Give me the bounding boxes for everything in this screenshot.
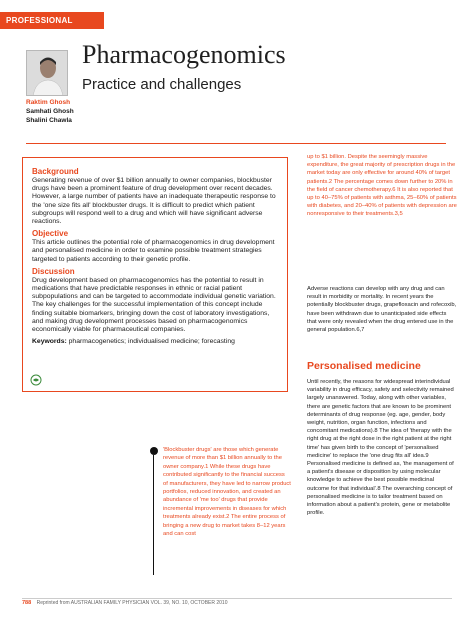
keywords-line: [32, 338, 278, 345]
author-name: Samhati Ghosh: [26, 108, 74, 115]
objective-text: This article outlines the potential role of pharmacogenomics in drug development and personalised medicine in order to examine possible treatment strategies targeted to patients according to their genetic profile.: [32, 239, 275, 263]
author-photo: [26, 50, 68, 96]
journal-logo-icon: [30, 373, 42, 385]
article-subtitle: Practice and challenges: [82, 76, 242, 93]
discussion-heading: Discussion: [32, 266, 75, 276]
personalised-medicine-heading: Personalised medicine: [307, 360, 421, 372]
footer-divider: [22, 598, 452, 599]
pull-quote-rule: [153, 455, 154, 575]
objective-heading: Objective: [32, 229, 69, 239]
author-list: [26, 98, 74, 125]
page-footer: [22, 600, 227, 606]
citation: Reprinted from AUSTRALIAN FAMILY PHYSICIAN VOL. 39, NO. 10, OCTOBER 2010: [36, 600, 228, 606]
keywords-label: Keywords:: [32, 338, 67, 346]
background-text: Generating revenue of over $1 billion annually to owner companies, blockbuster drugs have been a prominent feature of drug development over recent decades. However, a large number of patients have an inadequate therapeutic response to the 'one size fits all' blockbuster drugs. It is difficult to predict which patient subgroups will respond well to a drug and which will have significant adverse reactions.: [32, 177, 276, 226]
author-name: Shalini Chawla: [26, 117, 72, 124]
page-number: 788: [22, 600, 32, 606]
background-heading: Background: [32, 167, 79, 176]
pull-quote-marker-icon: [150, 447, 158, 455]
header-divider: [26, 143, 446, 144]
abstract-box: [22, 157, 288, 392]
discussion-text: Drug development based on pharmacogenomics has the potential to result in medications that have predictable responses in ethnic or racial patient subpopulations and can be targeted to accommodate individual genetic variation. The key challenges for the successful implementation of this concept include finding suitable biomarkers, bringing down the cost of laboratory investigations, and making drug development processes based on pharmacogenomics economically viable for pharmaceutical companies.: [32, 276, 276, 334]
personalised-medicine-paragraph: Until recently, the reasons for widespread interindividual variability in drug efficacy, safety and selectivity remained largely unanswered. Today, along with other variables, there are genetic factors that are known to be prominent determinants of drug response (eg. age, gender, body weight, nutrition, organ function, infections and concomitant medications).8 The idea of 'therapy with the right drug at the right dose in the right patient at the right time' has given birth to the concept of 'personalised medicine' to replace the 'one drug fits all' idea.9 Personalised medicine is defined as, 'the management of a patient's disease or disposition by using molecular knowledge to achieve the best possible medicinal outcome for that individual'.8 The overarching concept of personalised medicine is to tailor treatment based on information about a patient's protein, gene or metabolite profile.: [307, 379, 454, 517]
body-text-continued: up to $1 billion. Despite the seemingly massive expenditure, the great majority of prescription drugs in the market today are only effective for around 40% of target patients.2 The percentage comes down further to 20% in the field of cancer chemotherapy.6 It is also reported that up to 40–75% of patients with asthma, 25–60% of patients with diabetes, and 20–40% of patients with depression are nonresponsive to their treatments.3,5: [307, 154, 457, 218]
section-tag: PROFESSIONAL: [0, 12, 104, 29]
author-name: Raktim Ghosh: [26, 99, 71, 106]
pull-quote: 'Blockbuster drugs' are those which generate revenue of more than $1 billion annually to the owner company.1 While these drugs have contributed significantly to the financial success of manufacturers, they have led to narrow product portfolios, reduced innovation, and created an abundance of 'me too' drugs that provide incremental improvements in diseases for which treatments already exist.2 The entire process of bringing a new drug to market takes 8–12 years and can cost: [163, 447, 291, 538]
keywords-text: pharmacogenetics; individualised medicine; forecasting: [68, 338, 235, 346]
adverse-reactions-paragraph: Adverse reactions can develop with any drug and can result in morbidity or mortality. In recent years the potentially blockbuster drugs, grapefloxacin and rofecoxib, have been withdrawn due to unanticipated side effects that were only revealed when the drug entered use in the general population.6,7: [307, 286, 457, 334]
article-title: Pharmacogenomics: [82, 40, 286, 69]
